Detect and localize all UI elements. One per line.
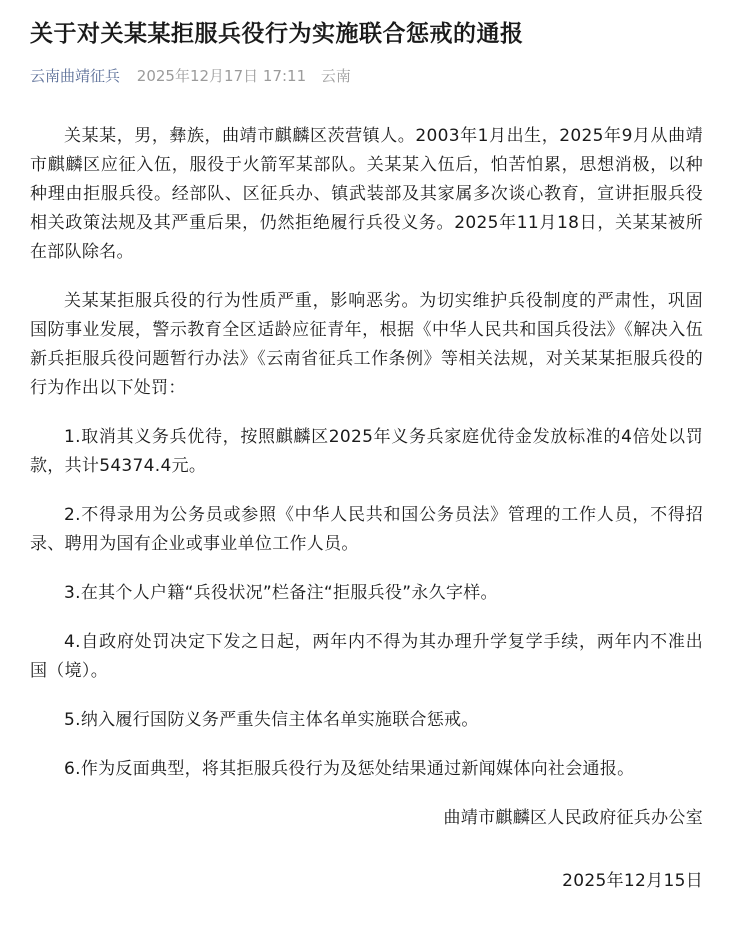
punishment-item-2: 2.不得录用为公务员或参照《中华人民共和国公务员法》管理的工作人员，不得招录、聘用为国有企业或事业单位工作人员。 [30, 504, 703, 554]
punishment-item-3: 3.在其个人户籍“兵役状况”栏备注“拒服兵役”永久字样。 [64, 582, 498, 603]
signature-date: 2025年12月15日 [562, 870, 703, 891]
article-title: 关于对关某某拒服兵役行为实施联合惩戒的通报 [30, 21, 524, 47]
punishment-item-1: 1.取消其义务兵优待，按照麒麟区2025年义务兵家庭优待金发放标准的4倍处以罚款，共计54374.4元。 [30, 426, 703, 476]
article-body [30, 122, 703, 896]
article-byline [30, 66, 703, 86]
account-name-link[interactable]: 云南曲靖征兵 [30, 66, 121, 85]
paragraph-legal-basis: 关某某拒服兵役的行为性质严重，影响恶劣。为切实维护兵役制度的严肃性，巩固国防事业发展，警示教育全区适龄应征青年，根据《中华人民共和国兵役法》《解决入伍新兵拒服兵役问题暂行办法》《云南省征兵工作条例》等相关法规，对关某某拒服兵役的行为作出以下处罚： [30, 290, 703, 398]
publish-location: 云南 [320, 66, 351, 85]
signature-office: 曲靖市麒麟区人民政府征兵办公室 [443, 807, 703, 828]
publish-datetime: 2025年12月17日 17:11 [136, 66, 307, 85]
punishment-item-4: 4.自政府处罚决定下发之日起，两年内不得为其办理升学复学手续，两年内不准出国（境）。 [30, 631, 703, 681]
paragraph-case-description: 关某某，男，彝族，曲靖市麒麟区茨营镇人。2003年1月出生，2025年9月从曲靖市麒麟区应征入伍，服役于火箭军某部队。关某某入伍后，怕苦怕累，思想消极，以种种理由拒服兵役。经部队、区征兵办、镇武装部及其家属多次谈心教育，宣讲拒服兵役相关政策法规及其严重后果，仍然拒绝履行兵役义务。2025年11月18日，关某某被所在部队除名。 [30, 125, 703, 262]
punishment-item-6: 6.作为反面典型，将其拒服兵役行为及惩处结果通过新闻媒体向社会通报。 [64, 758, 635, 779]
punishment-item-5: 5.纳入履行国防义务严重失信主体名单实施联合惩戒。 [64, 709, 479, 730]
